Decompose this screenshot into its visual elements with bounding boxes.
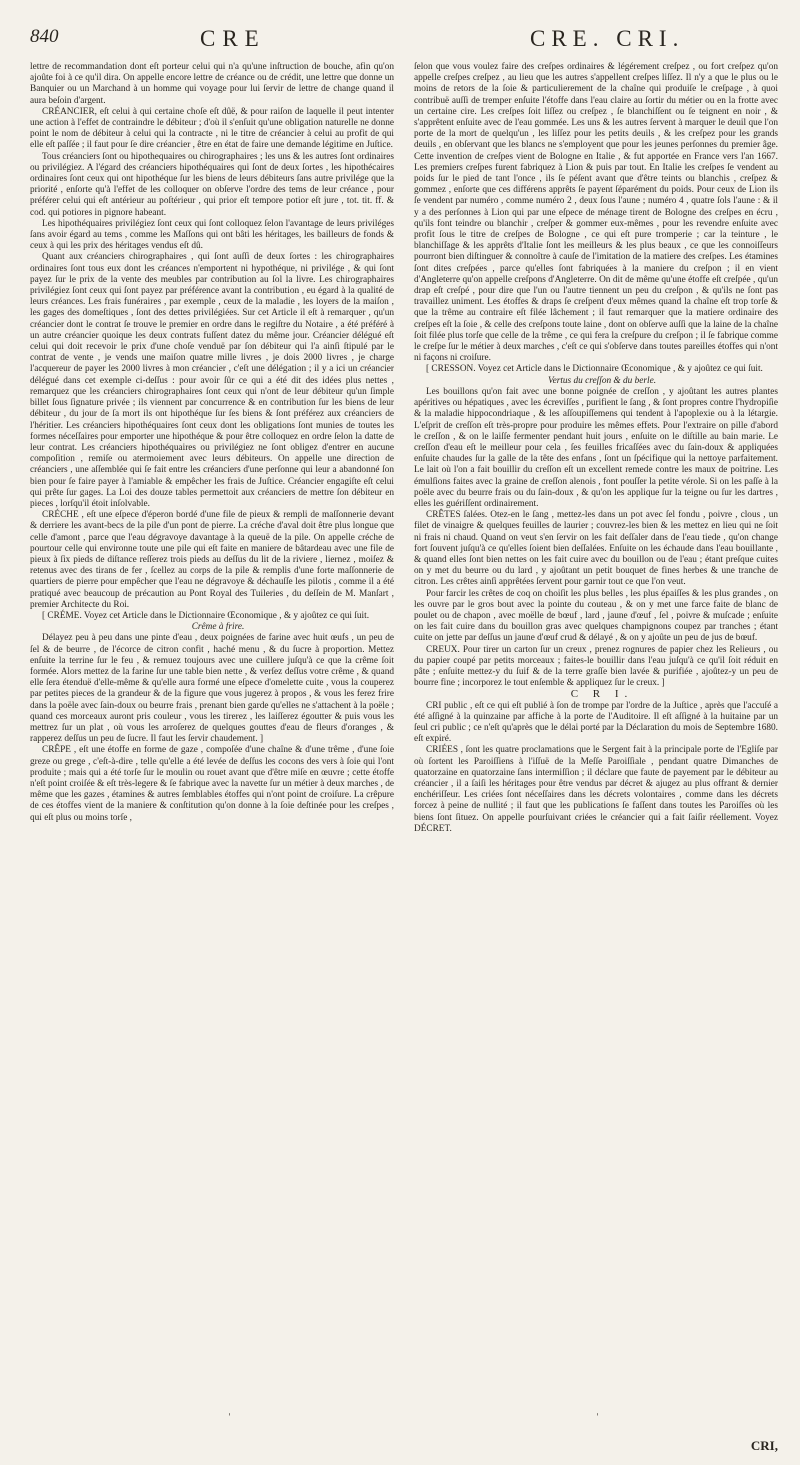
subheading: Crême à frire. xyxy=(191,622,245,633)
paragraph: CREUX. Pour tirer un carton ſur un creux , prenez rognures de papier chez les Relieurs , ou du papier coupé par petits morceaux ; faites-le bouillir dans l'eau juſqu'à ce qu'il ſoit réduit en pâte ; enſuite mettez-y du ſuif & de la terre graſſe bien lavée & purifiée , ajoûtez-y un peu de bourre fine ; incorporez le tout enſemble & appliquez ſur le creux. ] xyxy=(414,644,778,689)
left-column xyxy=(30,62,394,1432)
paragraph: [ CRESSON. Voyez cet Article dans le Dictionnaire Œconomique , & y ajoûtez ce qui ſuit. xyxy=(426,364,763,375)
paragraph: Tous créanciers ſont ou hipothequaires ou chirographaires ; les uns & les autres ſont ordinaires ou privilégiez. A l'égard des créanciers hipothéquaires qui ſont de deux ſortes , les hipothécaires ordinaires ſont ceux qui ont hipothéque ſur les biens de leurs débiteurs ſans autre privilége que la priorité , enſorte qu'à l'effet de les colloquer on obſerve l'ordre des tems de leur créance , pour préférer celui qui eſt antérieur au poſtérieur , qui prior eſt tempore potior eſt jure , tot. tit. ff. & cod. qui potiores in pignore habeant. xyxy=(30,151,394,218)
right-column xyxy=(414,62,778,1432)
paragraph: Délayez peu à peu dans une pinte d'eau , deux poignées de farine avec huit œufs , un peu de ſel & de beurre , de l'écorce de citron confit , haché menu , & du ſucre à proportion. Mettez enſuite la terrine ſur le feu , & remuez toujours avec une cuillere juſqu'à ce que la crême ſoit formée. Alors mettez de la farine ſur une table bien nette , & verſez deſſus votre crême , & quand elle ſera étenduë d'elle-même & qu'elle aura formé une eſpece d'omelette cuite , vous la couperez par petites pieces de la grandeur & de la figure que vous jugerez à propos , & vous les ferez frire dans la poële avec ſain-doux ou beurre frais , prenant bien garde qu'elles ne s'attachent à la poële ; quand ces morceaux auront pris couleur , vous les tirerez , les laiſſerez égoutter & puis vous les mettrez ſur un plat , où vous les arroſerez de quelques gouttes d'eau de fleurs d'oranges , & rapperez deſſus un peu de ſucre. Il faut les ſervir chaudement. ] xyxy=(30,633,394,745)
paragraph: CRÊPE , eſt une étoffe en forme de gaze , compoſée d'une chaîne & d'une trême , d'une ſoie greze ou grege , c'eſt-à-dire , telle qu'elle a été levée de deſſus les cocons des vers à ſoie qui l'ont produite ; mais qui a été torſe ſur le moulin ou rouet avant que d'être miſe en œuvre ; cette étoffe n'eſt point croiſée & eſt très-legere & ſe fabrique avec la navette ſur un métier à deux marches , de même que les gazes , étamines & autres ſemblables étoffes qui n'ont point de croiſure. La crêpure de ces étoffes vient de la maniere & conſtitution qu'on donne à la ſoie deſtinée pour les creſpes , qui eſt plus ou moins torſe , xyxy=(30,745,394,823)
catchword: CRI, xyxy=(750,1438,778,1453)
paragraph: Quant aux créanciers chirographaires , qui ſont auſſi de deux ſortes : les chirographaires ordinaires ſont tous eux dont les créances n'emportent ni hypothéque, ni privilége , & qui ſont payez ſur le prix de la vente des meubles par contribution au ſol la livre. Les chirographaires privilégiez ſont ceux qui ſont payez par préférence avant la contribution , eu égard à la qualité de leurs créances. Les frais funéraires , par exemple , ceux de la maladie , les loyers de la maiſon , les gages des domeſtiques , ſont des dettes privilégiées. Sur cet Article il eſt à remarquer , qu'un créancier dont le contrat ſe trouve le premier en ordre dans le regiſtre du Notaire , a été préféré à un autre créancier quoique les deux contrats fuſſent datez du même jour. Créancier délégué eſt celui qui doit recevoir le prix d'une choſe venduë par ſon débiteur qui l'a ainſi ſtipulé par le contrat de vente , je vends une maiſon quatre mille livres , je dois 2000 livres , je charge l'acquereur de payer les 2000 livres à mon créancier , c'eſt une délégation ; il y a ici un créancier délégué dans cet exemple ci-deſſus : pour avoir ſûr ce qui a été dit des idées plus nettes , remarquez que les créanciers chirographaires ſont ceux qui n'ont de leur débiteur qu'un ſimple billet ſous ſignature privée ; ils viennent par concurrence & en contribution ſur les biens de leur débiteur , du jour de ſa mort ils ont hipothéque ſur ſes biens & ſont préférez aux créanciers de l'héritier. Les créanciers hipothéquaires ſont ceux dont les obligations ſont munies de toutes les formes néceſſaires pour emporter une hipothéque & pour être colloquez en ordre ſelon la datte de leur contrat. Les créanciers hipothéquaires ou privilégiez ne ſont obligez d'entrer en aucune compoſition , remiſe ou atermoiement avec leurs débiteurs. On appelle une direction de créanciers , une aſſemblée qui ſe fait entre les créanciers d'une perſonne qui leur a abandonné ſon bien pour ſe faire payer à l'amiable & empêcher les frais de Juſtice. Créancier engagiſte eſt celui qui prête ſur gages. La Loi des douze tables permettoit aux créanciers de mettre ſon débiteur en pieces , lorſqu'il étoit inſolvable. xyxy=(30,252,394,509)
paragraph: CRÉANCIER, eſt celui à qui certaine choſe eſt dûë, & pour raiſon de laquelle il peut intenter une action à l'effet de contraindre le débiteur ; d'où il s'enſuit qu'une obligation naturelle ne donne point le nom de débiteur à celui qui la contracte , ni le titre de créancier à celui au profit de qui elle eſt paſſée ; il faut pour ſe dire créancier , être en état de faire une demande légitime en Juſtice. xyxy=(30,106,394,151)
page-mark-dot: ˌ xyxy=(596,1406,599,1417)
paragraph: [ CRÉME. Voyez cet Article dans le Dictionnaire Œconomique , & y ajoûtez ce qui ſuit. xyxy=(42,610,370,621)
subheading: Vertus du creſſon & du berle. xyxy=(547,375,657,386)
paragraph: ſelon que vous voulez faire des creſpes ordinaires & légérement creſpez , ou fort creſpez qu'on appelle creſpes creſpez , au lieu que les autres s'appellent creſpes liſſez. Il n'y a que le plus ou le moins de retors de la ſoie & particulierement de la chaîne qui produiſe le creſpage , à quoi contribuë auſſi de tremper enſuite l'étoffe dans l'eau claire au ſortir du métier ou en la frotte avec un certaine cire. Les creſpes ſoit liſſez ou creſpez , ſe blanchiſſent ou ſe teignent en noir , & s'apprêtent enſuite avec de l'eau gommée. Les uns & les autres ſervent à marquer le deuil que l'on porte de la mort de quelqu'un , les liſſez pour les petits deuils , & les creſpez pour les grands deuils , en obſervant que les blancs ne s'employent que pour les jeunes perſonnes du premier âge. Cette invention de creſpes vient de Bologne en Italie , & fut apportée en France vers l'an 1667. Les premiers creſpes furent fabriquez à Lion & puis par tout. En Italie les creſpes ſe vendent au poids ſur le pied de tant l'once , ils ſe péſent avant que d'être teints ou blanchis , creſpez & gommez , enſorte que ces différens apprêts ſe payent ſéparément du poids. Pour ceux de Lion ils ſe vendent par numéro , comme numéro 2 , deux ſous l'aune ; numéro 4 , quatre ſols l'aune : & il y a des perſonnes à Lion qui par une eſpece de ménage tirent de Bologne des creſpes en écru , qu'ils font teindre ou blanchir , creſper & gommer eux-mêmes , pour les revendre enſuite avec profit ſous le titre de creſpes de Bologne , ce qui eſt pure tromperie ; car la teinture , le blanchiſſage & les apprêts d'Italie ſont les meilleurs & les plus beaux , ce que les connoiſſeurs pourront bien diſtinguer & connoître à cauſe de l'imitation de la matiere des creſpes. Les étamines ſont dites creſpées , parce qu'elles ſont fabriquées à la maniere du creſpon ; il en vient d'Angleterre qu'on appelle creſpons d'Angleterre. On dit de même qu'une étoffe eſt creſpée , qu'un drap eſt creſpé , pour dire que l'un ou l'autre tiennent un peu du creſpon , & qu'ils ne ſont pas travaillez uniment. Les étoffes & draps ſe creſpent d'eux mêmes quand la chaîne eſt trop torſe & que la trême au contraire eſt filée lâchement ; il faut remarquer que la matiere ordinaire des creſpes eſt la ſoie , & celle des creſpons toute laine , dont on obſerve auſſi que la laine de la chaîne ſoit filée plus torſe que celle de la trême , ce qui fera la creſpure du creſpon ; il ſe fabrique comme le creſpe ſur le métier à deux marches , c'eſt ce qui s'obſerve dans toutes pareilles étoffes qui n'ont ni façons ni croiſure. xyxy=(414,62,778,364)
paragraph: CRIÉES , ſont les quatre proclamations que le Sergent fait à la principale porte de l'Egliſe par où ſortent les Paroiſſiens à l'iſſuë de la Meſſe Paroiſſiale , pendant quatre Dimanches de quatorzaine en quatorzaine ſans intermiſſion ; il déclare que faute de payement par le débiteur au créancier , il a ſaiſi les héritages pour être vendus par décret & ajugez au plus offrant & dernier enchériſſeur. Les criées ſont néceſſaires dans les décrets volontaires , comme dans les décrets forcez à peine de nullité ; il faut que les publications ſe faſſent dans toutes les Paroiſſes où les biens ſont ſituez. On appelle pourſuivant criées le créancier qui a fait ſaiſir réellement. Voyez DÉCRET. xyxy=(414,745,778,834)
paragraph: CRÊTES ſalées. Otez-en le ſang , mettez-les dans un pot avec ſel fondu , poivre , clous , un filet de vinaigre & quelques feuilles de laurier ; couvrez-les bien & les mettez en lieu qui ne ſoit ni frais ni chaud. Quand on veut s'en ſervir on les fait deſſaler dans de l'eau tiede , qu'on change fort ſouvent juſqu'à ce qu'elles ſoient bien deſſalées. Enſuite on les échaude dans l'eau bouillante , & quand elles ſont bien nettes on les fait cuire avec du bouillon ou de l'eau ; étant preſque cuites on y met du beurre ou du lard , y ajoûtant un petit bouquet de fines herbes & une tranche de citron. Les crêtes ainſi apprêtées ſervent pour garnir tout ce que l'on veut. xyxy=(414,510,778,588)
section-heading: C R I. xyxy=(570,688,634,701)
paragraph: CRI public , eſt ce qui eſt publié à ſon de trompe par l'ordre de la Juſtice , après que l'accuſé a été aſſigné à la quinzaine par affiche à la porte de l'Auditoire. Il eſt aſſigné à la huitaine par un ſeul cri public ; ce n'eſt qu'après que le délai porté par la Déclaration du mois de Septembre 1680. eſt expiré. xyxy=(414,700,778,745)
running-head-right: CRE. CRI. xyxy=(530,26,685,51)
running-head-left: CRE xyxy=(200,26,266,51)
page-number: 840 xyxy=(30,26,59,47)
paragraph: Pour farcir les crêtes de coq on choiſit les plus belles , les plus épaiſſes & les plus grandes , on les ouvre par le gros bout avec la pointe du couteau , & on y met une farce faite de blanc de poulet ou de chapon , avec moëlle de bœuf , lard , jaune d'œuf , ſel , poivre & muſcade ; enſuite on les fait cuire dans du bouillon gras avec quelques champignons coupez par tranches ; étant cuite on jette par deſſus un jaune d'œuf crud & délayé , & on y ajoûte un peu de jus de bœuf. xyxy=(414,588,778,644)
text-columns xyxy=(30,62,778,1432)
paragraph: Les hipothéquaires privilégiez ſont ceux qui ſont colloquez ſelon l'avantage de leurs priviléges ſans avoir égard au tems , comme les Maſſons qui ont bâti les héritages, les bailleurs de fonds & ceux à qui les prix des héritages vendus eſt dû. xyxy=(30,218,394,252)
paragraph: Les bouillons qu'on fait avec une bonne poignée de creſſon , y ajoûtant les autres plantes apéritives ou hépatiques , avec les écreviſſes , purifient le ſang , & ſont propres contre l'hydropiſie & la maladie hippocondriaque , & les aſſoupiſſemens qui tendent à l'apoplexie ou à la létargie. L'eſprit de creſſon eſt très-propre pour produire les mêmes effets. Pour l'extraire on pille d'abord le creſſon , & on le laiſſe fermenter pendant huit jours , enſuite on le diſtille au bain marie. Le creſſon d'eau eſt le meilleur pour cela , ſes feuilles fricaſſées avec du ſain-doux & appliquées enſuite chaudes ſur la galle de la tête des enfans , ſont un ſpécifique qui la nettoye parfaitement. Le lait où l'on a fait bouillir du creſſon eſt un excellent remede contre les maux de poitrine. Les émulſions faites avec la graine de creſſon alenois , font pouſſer la petite vérole. Si on les paſſe à la poële avec du beurre frais ou du ſain-doux , & qu'on les applique ſur la teigne ou ſur les dartres , elles les guériſſent ordinairement. xyxy=(414,386,778,509)
paragraph: CRÉCHE , eſt une eſpece d'éperon bordé d'une file de pieux & rempli de maſſonnerie devant & derriere les avant-becs de la pile d'un pont de pierre. La créche d'aval doit être plus longue que celle d'amont , parce que l'eau dégravoye davantage à la queuë de la pile. On appelle créche de pourtour celle qui environne toute une pile qui eſt faite en maniere de bâtardeau avec une file de pieux à ſix pieds de diſtance reſſerez trois pieds au deſſus du lit de la riviere , liernez , moiſez & retenus avec des tirans de fer , ſcellez au corps de la pile & remplis d'une forte maſſonnerie de quartiers de pierre pour empêcher que l'eau ne dégravoye & déchauſſe les pilotis , comme il a été pratiqué avec beaucoup de précaution au Pont Royal des Tuileries , du deſſein de M. Manſart , premier Architecte du Roi. xyxy=(30,510,394,610)
paragraph: lettre de recommandation dont eſt porteur celui qui n'a qu'une inſtruction de bouche, afin qu'on ajoûte foi à ce qu'il dira. On appelle encore lettre de créance ou de crédit, une lettre que donne un Banquier ou un Marchand à un homme qui voyage pour lui ſervir de lettre de change quand il aura beſoin d'argent. xyxy=(30,62,394,106)
page-mark-dot: ˌ xyxy=(228,1406,231,1417)
page-header xyxy=(30,18,778,62)
